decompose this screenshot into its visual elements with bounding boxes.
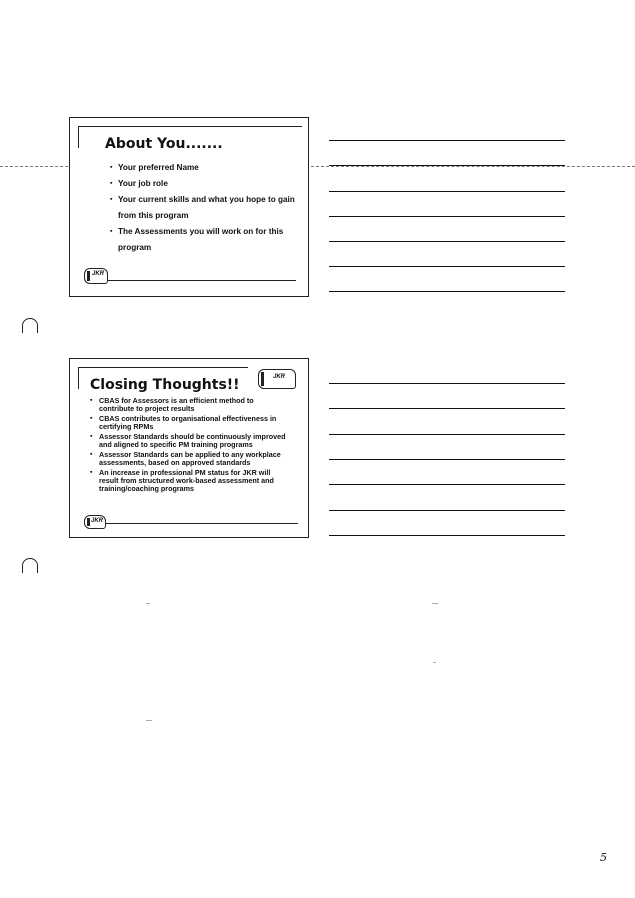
scan-speck bbox=[433, 662, 436, 663]
bullet-list bbox=[90, 397, 290, 495]
bullet-item: ▪ CBAS contributes to organisational effectiveness in certifying RPMs bbox=[90, 415, 290, 431]
slide-title: Closing Thoughts!! bbox=[90, 377, 240, 393]
bullet-item: ▪ CBAS for Assessors is an efficient method to contribute to project results bbox=[90, 397, 290, 413]
hole-punch-mark bbox=[22, 558, 38, 573]
scan-speck bbox=[146, 720, 152, 721]
bullet-item: ▪ Your preferred Name bbox=[110, 160, 300, 176]
bullet-item: ▪ Assessor Standards should be continuously improved and aligned to specific PM training programs bbox=[90, 433, 290, 449]
bullet-item: ▪ An increase in professional PM status for JKR will result from structured work-based assessment and training/coaching programs bbox=[90, 469, 290, 493]
bullet-item: ▪ The Assessments you will work on for this program bbox=[110, 224, 300, 256]
page-number: 5 bbox=[600, 851, 607, 864]
bullet-item: ▪ Your job role bbox=[110, 176, 300, 192]
jkr-logo: JKR bbox=[258, 369, 296, 389]
slide-footer-line bbox=[108, 280, 296, 281]
slide-title: About You....... bbox=[105, 136, 223, 152]
slide-frame-top bbox=[78, 126, 302, 127]
scan-speck bbox=[146, 603, 150, 604]
slide-frame-left bbox=[78, 367, 79, 389]
slide-about-you bbox=[69, 117, 309, 297]
jkr-logo-footer: JKR bbox=[84, 515, 106, 529]
slide-footer-line bbox=[106, 523, 298, 524]
jkr-logo: JKR bbox=[84, 268, 108, 284]
slide-frame-top bbox=[78, 367, 248, 368]
hole-punch-mark bbox=[22, 318, 38, 333]
bullet-item: ▪ Assessor Standards can be applied to any workplace assessments, based on approved standards bbox=[90, 451, 290, 467]
bullet-item: ▪ Your current skills and what you hope to gain from this program bbox=[110, 192, 300, 224]
slide-frame-left bbox=[78, 126, 79, 148]
slide-closing-thoughts bbox=[69, 358, 309, 538]
bullet-list bbox=[110, 160, 300, 256]
scan-speck bbox=[432, 603, 438, 604]
